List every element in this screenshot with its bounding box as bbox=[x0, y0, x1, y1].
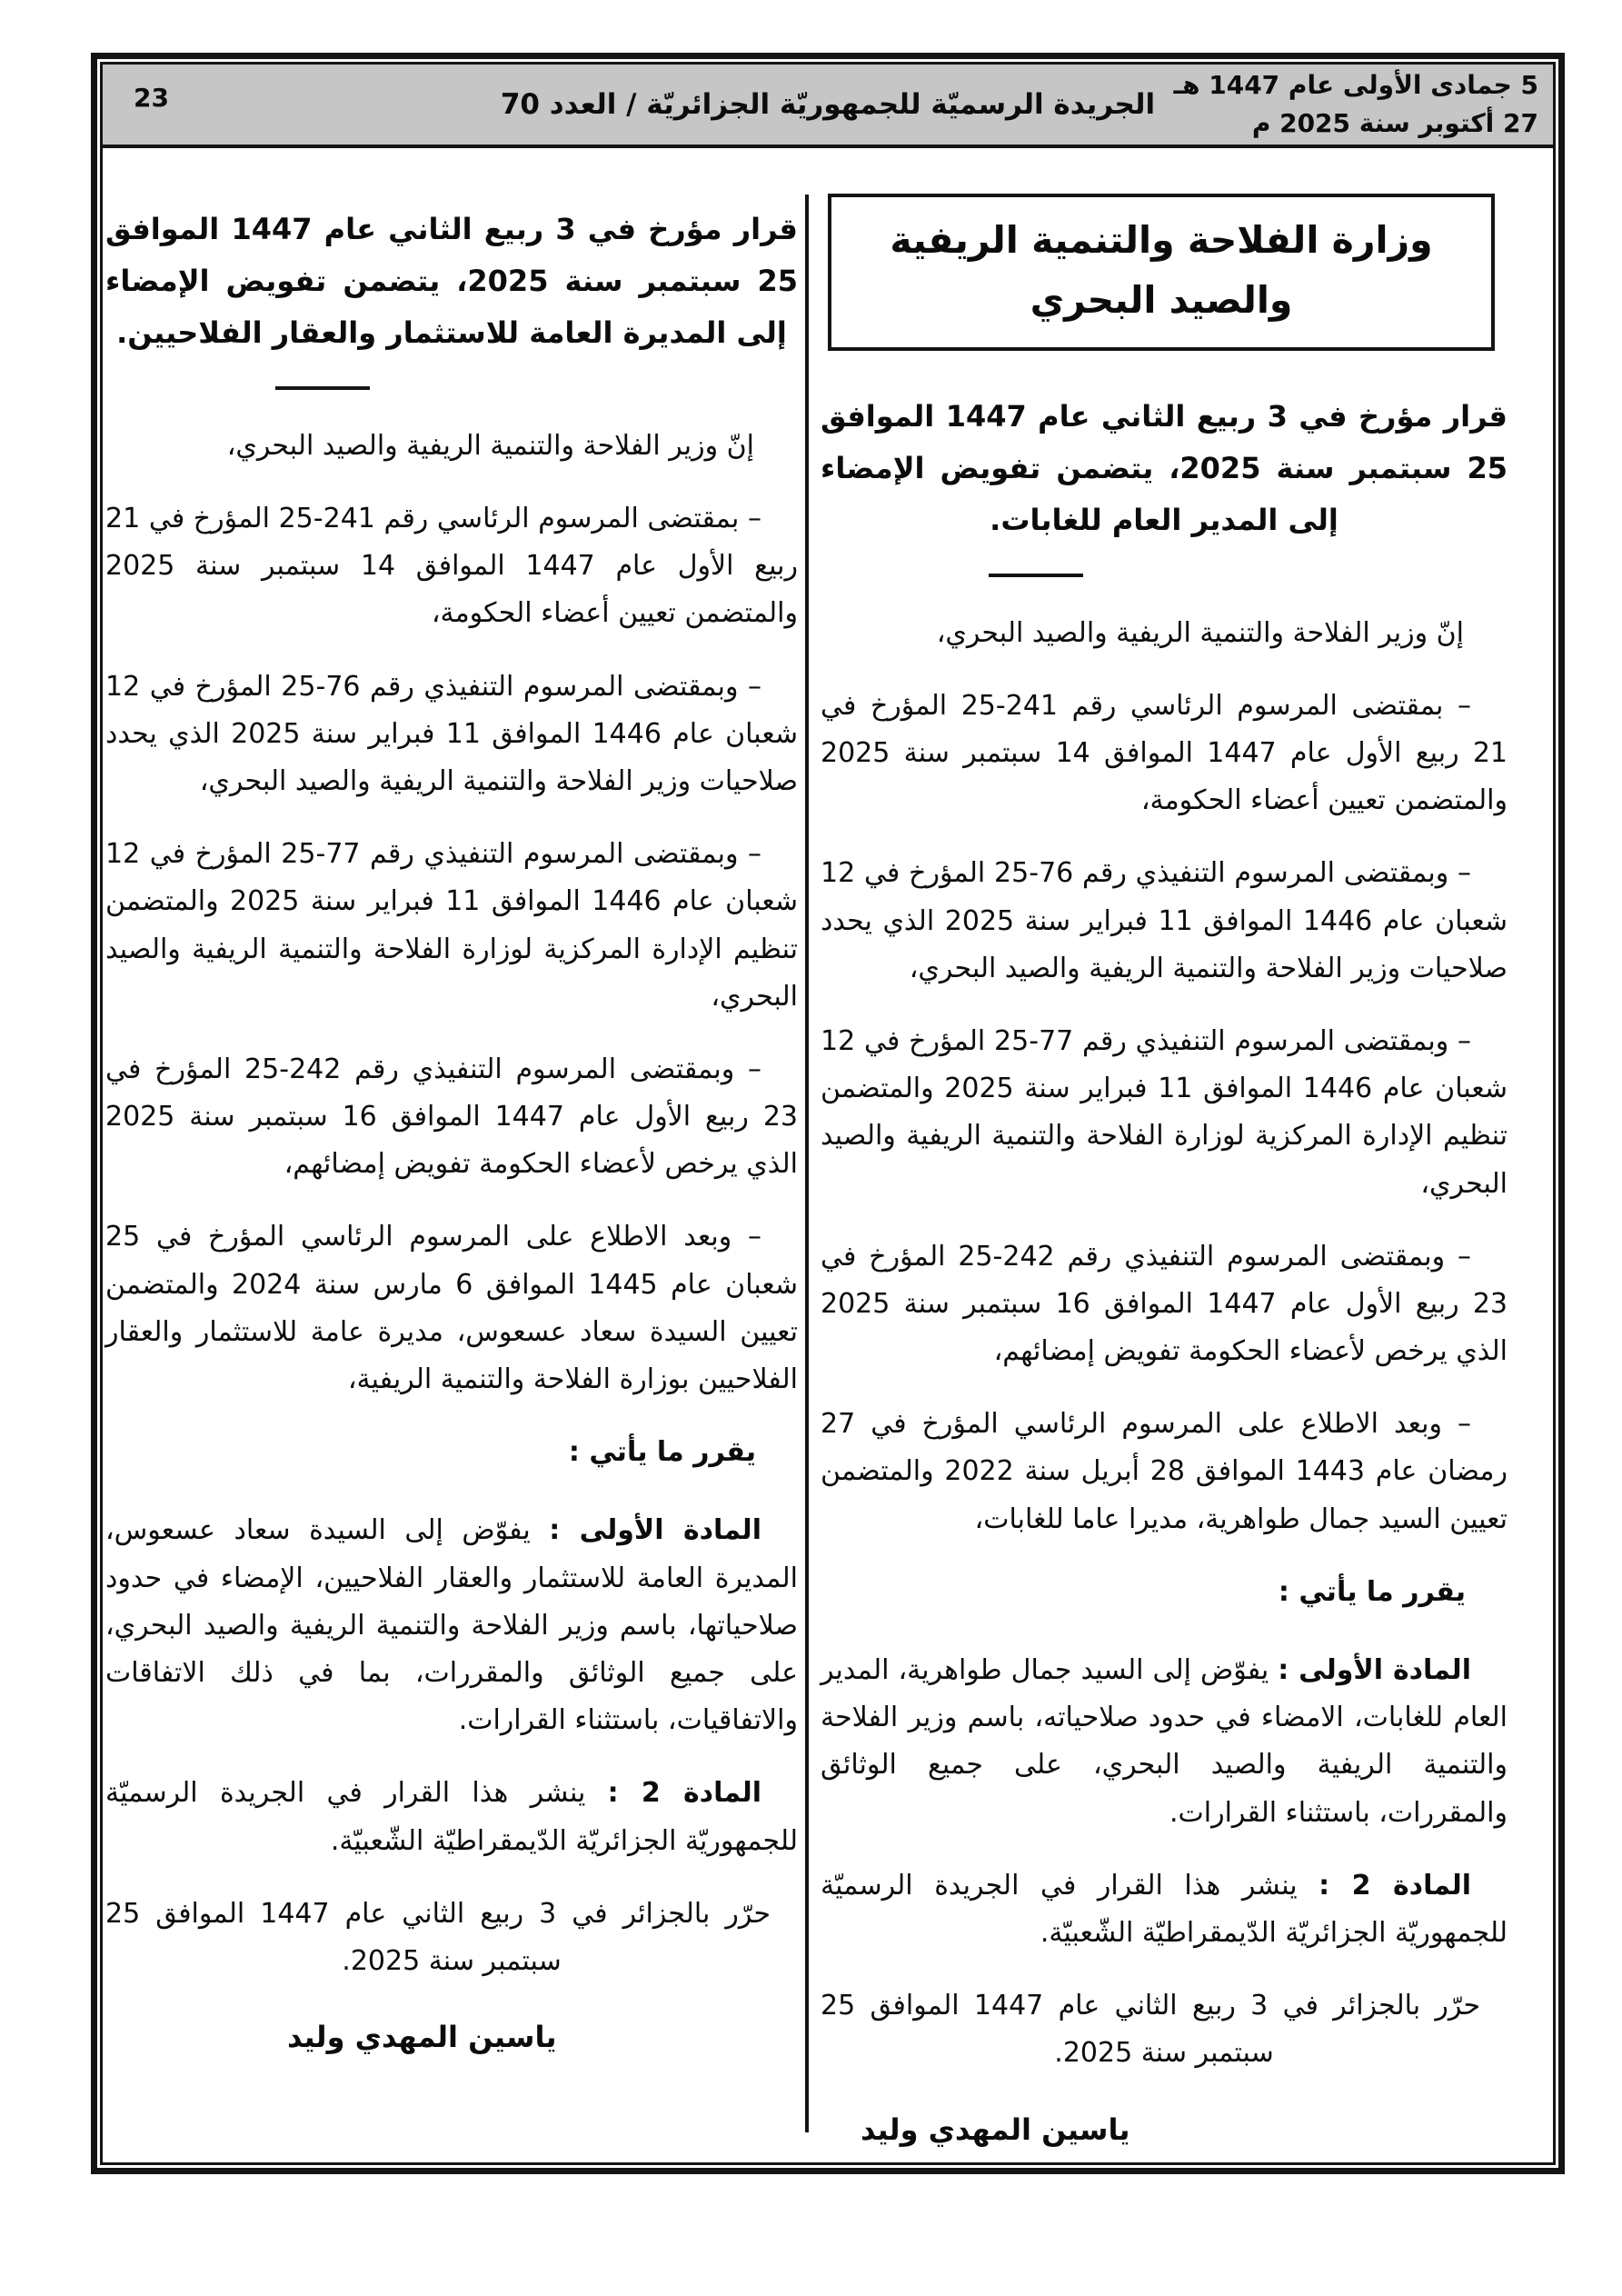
article-1-text: يفوّض إلى السيدة سعاد عسعوس، المديرة العامة للاستثمار والعقار الفلاحيين، الإمضاء في حدود صلاحياتها، باسم وزير الفلاحة والتنمية الريفية والصيد البحري، على جميع الوثائق والمقررات، بما في ذلك الاتفاقات والاتفاقيات، باستثناء القرارات. bbox=[105, 1514, 798, 1737]
column-divider bbox=[805, 195, 809, 2132]
column-left-decree-investment bbox=[105, 204, 798, 2063]
visa-paragraph: – وبمقتضى المرسوم التنفيذي رقم 76-25 المؤرخ في 12 شعبان عام 1446 الموافق 11 فبراير سنة 2025 الذي يحدد صلاحيات وزير الفلاحة والتنمية الريفية والصيد البحري، bbox=[105, 670, 798, 797]
ministry-banner-line1: وزارة الفلاحة والتنمية الريفية bbox=[890, 218, 1433, 262]
decree-title: قرار مؤرخ في 3 ربيع الثاني عام 1447 الموافق 25 سبتمبر سنة 2025، يتضمن تفويض الإمضاء إلى المدير العام للغابات. bbox=[821, 398, 1508, 537]
separator-rule bbox=[989, 574, 1083, 577]
article-2 bbox=[105, 1770, 798, 1864]
visa-paragraph: – وبمقتضى المرسوم التنفيذي رقم 77-25 المؤرخ في 12 شعبان عام 1446 الموافق 11 فبراير سنة 2025 والمتضمن تنظيم الإدارة المركزية لوزارة الفلاحة والتنمية الريفية والصيد البحري، bbox=[105, 838, 799, 1013]
article-1-lead: المادة الأولى : bbox=[1278, 1654, 1471, 1687]
article-2-text: ينشر هذا القرار في الجريدة الرسميّة للجمهوريّة الجزائريّة الدّيمقراطيّة الشّعبيّة. bbox=[821, 1869, 1508, 1949]
visa-paragraph: – وبعد الاطلاع على المرسوم الرئاسي المؤرخ في 27 رمضان عام 1443 الموافق 28 أبريل سنة 2022 والمتضمن تعيين السيد جمال طواهرية، مديرا عاما للغابات، bbox=[821, 1408, 1508, 1535]
visa-paragraph: – بمقتضى المرسوم الرئاسي رقم 241-25 المؤرخ في 21 ربيع الأول عام 1447 الموافق 14 سبتمبر سنة 2025 والمتضمن تعيين أعضاء الحكومة، bbox=[821, 689, 1508, 817]
signature: ياسين المهدي وليد bbox=[287, 2020, 557, 2055]
ministry-banner-line2: والصيد البحري bbox=[1030, 278, 1293, 323]
column-right-decree-forests bbox=[821, 194, 1508, 2155]
article-1 bbox=[105, 1507, 798, 1744]
visa-paragraph: – وبمقتضى المرسوم التنفيذي رقم 77-25 المؤرخ في 12 شعبان عام 1446 الموافق 11 فبراير سنة 2025 والمتضمن تنظيم الإدارة المركزية لوزارة الفلاحة والتنمية الريفية والصيد البحري، bbox=[821, 1024, 1508, 1200]
article-1-lead: المادة الأولى : bbox=[549, 1514, 761, 1547]
journal-title: الجريدة الرسميّة للجمهوريّة الجزائريّة / العدد 70 bbox=[500, 88, 1156, 121]
visa-paragraph: – وبمقتضى المرسوم التنفيذي رقم 242-25 المؤرخ في 23 ربيع الأول عام 1447 الموافق 16 سبتمبر سنة 2025 الذي يرخص لأعضاء الحكومة تفويض إمضائهم، bbox=[821, 1240, 1508, 1368]
closing-paragraph: حرّر بالجزائر في 3 ربيع الثاني عام 1447 الموافق 25 سبتمبر سنة 2025. bbox=[105, 1897, 771, 1977]
article-2-text: ينشر هذا القرار في الجريدة الرسميّة للجمهوريّة الجزائريّة الدّيمقراطيّة الشّعبيّة. bbox=[105, 1777, 798, 1857]
visa-paragraph: – بمقتضى المرسوم الرئاسي رقم 241-25 المؤرخ في 21 ربيع الأول عام 1447 الموافق 14 سبتمبر سنة 2025 والمتضمن تعيين أعضاء الحكومة، bbox=[105, 503, 799, 630]
decides-label: يقرر ما يأتي : bbox=[568, 1436, 756, 1469]
article-2 bbox=[821, 1862, 1508, 1957]
ministry-banner bbox=[828, 194, 1495, 351]
article-1 bbox=[821, 1647, 1508, 1837]
decree-intro: إنّ وزير الفلاحة والتنمية الريفية والصيد البحري، bbox=[226, 429, 754, 462]
article-2-lead: المادة 2 : bbox=[607, 1777, 762, 1810]
closing-paragraph: حرّر بالجزائر في 3 ربيع الثاني عام 1447 الموافق 25 سبتمبر سنة 2025. bbox=[821, 1990, 1481, 2070]
visa-paragraph: – وبمقتضى المرسوم التنفيذي رقم 76-25 المؤرخ في 12 شعبان عام 1446 الموافق 11 فبراير سنة 2025 الذي يحدد صلاحيات وزير الفلاحة والتنمية الريفية والصيد البحري، bbox=[821, 857, 1508, 984]
separator-rule bbox=[275, 386, 370, 390]
decides-label: يقرر ما يأتي : bbox=[1278, 1575, 1466, 1608]
decree-intro: إنّ وزير الفلاحة والتنمية الريفية والصيد البحري، bbox=[936, 616, 1464, 649]
visa-paragraph: – وبعد الاطلاع على المرسوم الرئاسي المؤرخ في 25 شعبان عام 1445 الموافق 6 مارس سنة 2024 والمتضمن تعيين السيدة سعاد عسعوس، مديرة عامة للاستثمار والعقار الفلاحيين بوزارة الفلاحة والتنمية الريفية، bbox=[105, 1221, 798, 1396]
gregorian-date: 27 أكتوبر سنة 2025 م bbox=[1251, 108, 1538, 138]
visa-paragraph: – وبمقتضى المرسوم التنفيذي رقم 242-25 المؤرخ في 23 ربيع الأول عام 1447 الموافق 16 سبتمبر سنة 2025 الذي يرخص لأعضاء الحكومة تفويض إمضائهم، bbox=[105, 1053, 798, 1181]
article-1-text: يفوّض إلى السيد جمال طواهرية، المدير العام للغابات، الامضاء في حدود صلاحياته، باسم وزير الفلاحة والتنمية الريفية والصيد البحري، على جميع الوثائق والمقررات، باستثناء القرارات. bbox=[821, 1654, 1508, 1829]
masthead bbox=[103, 65, 1553, 148]
decree-title: قرار مؤرخ في 3 ربيع الثاني عام 1447 الموافق 25 سبتمبر سنة 2025، يتضمن تفويض الإمضاء إلى المديرة العامة للاستثمار والعقار الفلاحيين. bbox=[105, 212, 799, 350]
page-number: 23 bbox=[134, 83, 169, 113]
hijri-date: 5 جمادى الأولى عام 1447 هـ bbox=[1173, 70, 1538, 100]
signature: ياسين المهدي وليد bbox=[861, 2111, 1130, 2147]
article-2-lead: المادة 2 : bbox=[1318, 1869, 1472, 1902]
